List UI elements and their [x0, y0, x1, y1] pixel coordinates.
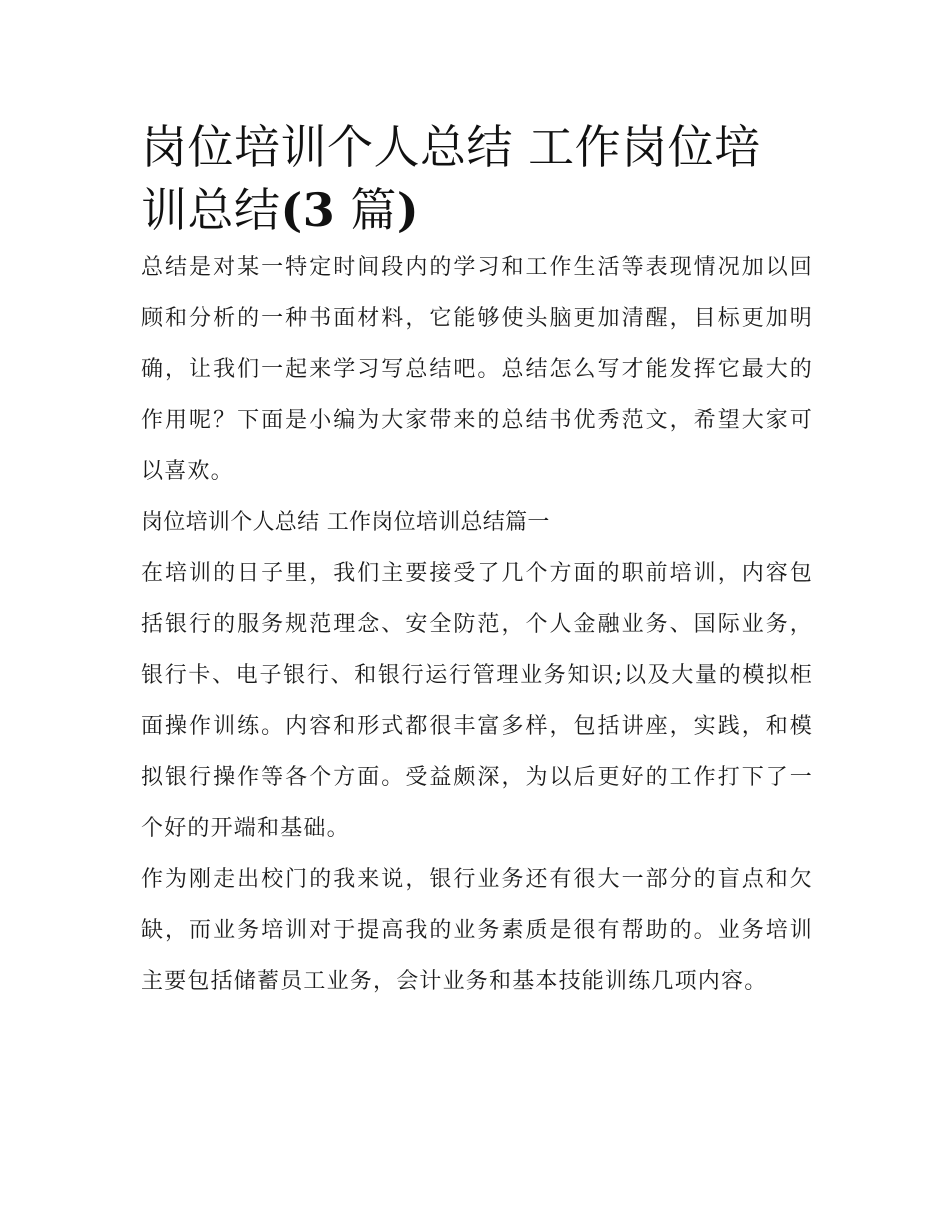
title-line-2-suffix: 篇 [335, 183, 397, 237]
title-line-1: 岗位培训个人总结 工作岗位培 [141, 120, 761, 174]
title-article-count: 3 [302, 183, 336, 237]
title-open-paren: ( [280, 183, 303, 237]
body-paragraph-2: 作为刚走出校门的我来说，银行业务还有很大一部分的盲点和欠缺，而业务培训对于提高我的业务素质是很有帮助的。业务培训主要包括储蓄员工业务，会计业务和基本技能训练几项内容。 [141, 867, 813, 994]
title-close-paren: ) [396, 183, 420, 237]
document-title [141, 116, 813, 242]
document-content [141, 116, 813, 1007]
title-line-2-prefix: 训总结 [141, 183, 281, 237]
section-heading: 岗位培训个人总结 工作岗位培训总结篇一 [141, 510, 550, 535]
body-paragraph-1: 在培训的日子里，我们主要接受了几个方面的职前培训，内容包括银行的服务规范理念、安全防范，个人金融业务、国际业务，银行卡、电子银行、和银行运行管理业务知识;以及大量的模拟柜面操作训练。内容和形式都很丰富多样，包括讲座，实践，和模拟银行操作等各个方面。受益颇深，为以后更好的工作打下了一个好的开端和基础。 [141, 561, 813, 841]
intro-paragraph: 总结是对某一特定时间段内的学习和工作生活等表现情况加以回顾和分析的一种书面材料，它能够使头脑更加清醒，目标更加明确，让我们一起来学习写总结吧。总结怎么写才能发挥它最大的作用呢？下面是小编为大家带来的总结书优秀范文，希望大家可以喜欢。 [141, 255, 813, 484]
